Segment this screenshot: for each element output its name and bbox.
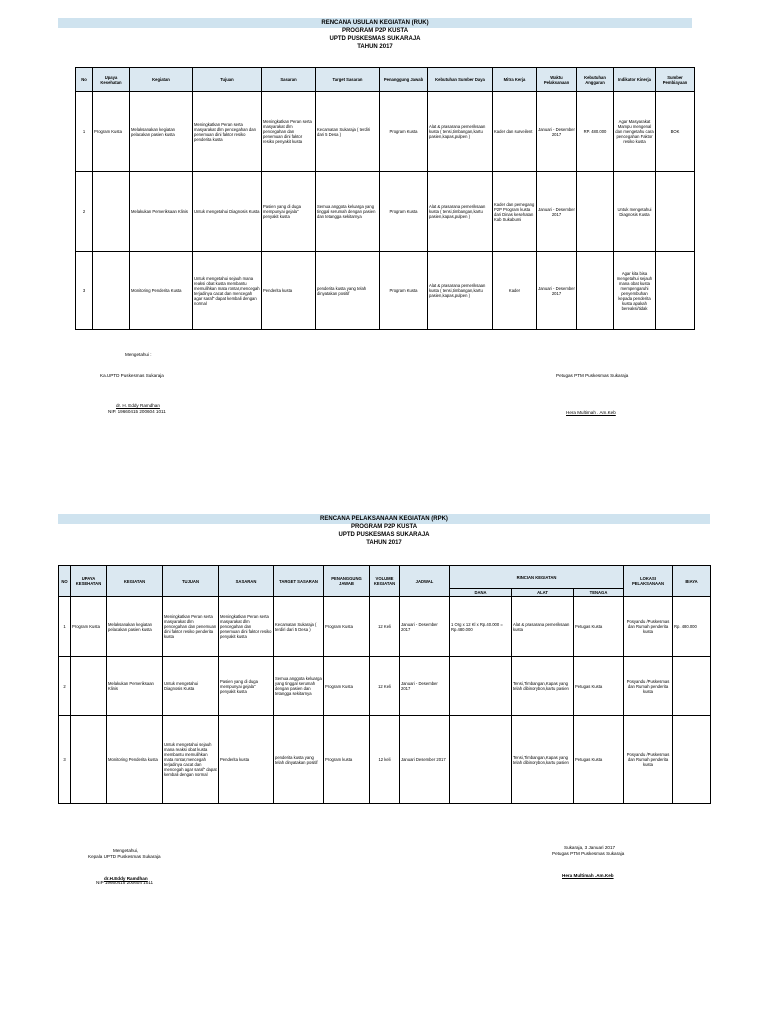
rpk-cell: Pasien yang di duga mempunyai gejala" penyakit kusta xyxy=(219,657,274,716)
rpk-sign-right-position: Petugas PTM Puskesmas Sukaraja xyxy=(552,851,625,856)
rpk-cell: Penderita kusta xyxy=(219,716,274,804)
ruk-cell: Meningkatkan Peran serta masyarakat dlm pencegahan dan penemuan dini faktor resiko penyakit kusta xyxy=(262,92,316,172)
ruk-cell: Program Kusta xyxy=(380,172,428,252)
ruk-cell xyxy=(656,252,695,330)
rpk-cell: Januari - Desember 2017 xyxy=(400,657,450,716)
ruk-sign-position: Ka.UPTD Puskesmas Sukaraja xyxy=(100,373,164,378)
rpk-cell: Tensi,Timbangan,Kapas yang telah dibinorybon,kartu pasien xyxy=(512,657,574,716)
ruk-sign-left xyxy=(100,352,280,415)
ruk-sign-name: dr. H. Eddy Ramdhan xyxy=(116,403,160,408)
rpk-cell: 3 xyxy=(59,716,71,804)
ruk-cell: Alat & prasarana pemeriksaan kusta ( tensi,timbangan,kartu pasien,kapas,pulpen ) xyxy=(428,172,493,252)
ruk-cell: Pasien yang di duga mempunyai gejala" penyakit kusta xyxy=(262,172,316,252)
ruk-cell: Agar kita bisa mengetahui sejauh mana obat kusta mempengaruhi penyembuhan kepada penderita kusta apakah bereaksi/tidak xyxy=(614,252,656,330)
rpk-header-cell: TUJUAN xyxy=(163,566,219,597)
rpk-title-line: PROGRAM P2P KUSTA xyxy=(350,524,418,530)
rpk-cell: 12 Keli xyxy=(370,657,400,716)
ruk-cell: Program Kusta xyxy=(93,92,130,172)
rpk-cell: Semua anggota keluarga yang tinggal serumah dengan pasien dan tetangga sekitarnya xyxy=(274,657,324,716)
ruk-title-line: TAHUN 2017 xyxy=(357,44,393,50)
rpk-cell: Kecamatan Sukaraja ( terdiri dari 5 Desa ) xyxy=(274,597,324,657)
ruk-cell: Program Kusta xyxy=(380,92,428,172)
rpk-header-cell: NO xyxy=(59,566,71,597)
rpk-sign-date: Sukaraja, 3 Januari 2017 xyxy=(564,845,616,850)
ruk-cell: Januari - Desember 2017 xyxy=(537,172,577,252)
ruk-cell: Melakukan Pemeriksaan Klinis xyxy=(130,172,193,252)
table-row xyxy=(59,657,711,716)
rpk-header-cell: TARGET SASARAN xyxy=(274,566,324,597)
ruk-cell xyxy=(656,172,695,252)
ruk-cell: Alat & prasarana pemeriksaan kusta ( tensi,timbangan,kartu pasien,kapas,pulpen ) xyxy=(428,252,493,330)
ruk-header-cell: Sumber Pembiayaan xyxy=(656,68,695,92)
rpk-cell: Tensi,Timbangan,Kapas yang telah dibinorybon,kartu pasien xyxy=(512,716,574,804)
ruk-cell: Kecamatan Sukaraja ( terdiri dari 5 Desa ) xyxy=(316,92,380,172)
rpk-header-cell: RINCIAN KEGIATAN xyxy=(450,566,624,589)
rpk-cell xyxy=(450,657,512,716)
ruk-header-cell: Kebutuhan Anggaran xyxy=(577,68,614,92)
rpk-header-cell: BIAYA xyxy=(673,566,711,597)
ruk-cell: BOK xyxy=(656,92,695,172)
rpk-table xyxy=(58,565,711,804)
ruk-cell xyxy=(577,172,614,252)
rpk-cell: Untuk mengetahui Diagnosis Kusta xyxy=(163,657,219,716)
rpk-cell: Melakukan Pemeriksaan Klinis xyxy=(107,657,163,716)
rpk-cell: Melaksanakan kegiatan pelacakan pasien kusta xyxy=(107,597,163,657)
ruk-cell xyxy=(93,252,130,330)
ruk-title-line: PROGRAM P2P KUSTA xyxy=(341,28,409,34)
ruk-cell: Januari - Desember 2017 xyxy=(537,252,577,330)
rpk-sign-right-name: Hera Multimah .Am.Keb xyxy=(562,873,614,878)
rpk-title-line: UPTD PUSKESMAS SUKARAJA xyxy=(338,532,430,538)
ruk-header-cell: Upaya Kesehatan xyxy=(93,68,130,92)
rpk-sign-position: Kepala UPTD Puskesmas Sukaraja xyxy=(88,854,161,859)
ruk-cell: Kader xyxy=(493,252,537,330)
ruk-cell: Kader dan pemegang P2P Program kusta dari Dinas kesehatan Kab Sukabumi xyxy=(493,172,537,252)
ruk-title-line: UPTD PUSKESMAS SUKARAJA xyxy=(329,36,421,42)
rpk-cell: 1 Org x 12 Kl x Rp.40.000 = Rp.480.000 xyxy=(450,597,512,657)
ruk-sign-right-name: Hera Multimah . Am.Keb xyxy=(566,410,616,415)
ruk-header-cell: No xyxy=(76,68,93,92)
ruk-cell: Agar Masyarakat Mampu mengenal dan mengetahu cara pencegahan Faktor resiko kusta xyxy=(614,92,656,172)
rpk-header-cell: KEGIATAN xyxy=(107,566,163,597)
table-row xyxy=(76,92,695,172)
rpk-cell: Meningkatkan Peran serta masyarakat dlm pencegahan dan penemuan dini faktor resiko penyakit kusta xyxy=(219,597,274,657)
ruk-header-cell: Kebutuhan Sumber Daya xyxy=(428,68,493,92)
ruk-cell: Untuk mengetahui Diagnosis Kusta xyxy=(193,172,262,252)
rpk-sign-name: dr.H.Eddy Ramdhan xyxy=(104,876,148,881)
rpk-cell: Petugas Kusta xyxy=(574,597,624,657)
ruk-cell: Program Kusta xyxy=(380,252,428,330)
ruk-cell: Meningkatkan Peran serta masyarakat dlm pencegahan dan penemuan dini faktor resiko penderita kusta xyxy=(193,92,262,172)
table-row xyxy=(76,172,695,252)
table-row xyxy=(59,597,711,657)
ruk-sign-right xyxy=(556,373,716,416)
ruk-sign-known: Mengetahui : xyxy=(125,352,152,357)
ruk-cell: Kader dan surveilent xyxy=(493,92,537,172)
ruk-header-cell: Waktu Pelaksanaan xyxy=(537,68,577,92)
ruk-header-cell: Indikator Kinerja xyxy=(614,68,656,92)
ruk-cell: RP. 480.000 xyxy=(577,92,614,172)
ruk-cell: Untuk mengetahui sejauh mana reaksi obat kusta membantu memulihkan mata rontar,mencegah terjadinya cacat dan mencegah agar saraf" dapat kembali dengan normal xyxy=(193,252,262,330)
ruk-cell: Penderita kusta xyxy=(262,252,316,330)
rpk-header-cell: UPAYA KESEHATAN xyxy=(71,566,107,597)
rpk-cell: 1 xyxy=(59,597,71,657)
rpk-cell: Posyandu /Puskesmas dan Rumah penderita kusta xyxy=(624,716,673,804)
ruk-title-line: RENCANA USULAN KEGIATAN (RUK) xyxy=(321,20,429,26)
rpk-cell: 12 keli xyxy=(370,716,400,804)
rpk-cell: Program Kusta xyxy=(324,597,370,657)
rpk-subheader-cell: DANA xyxy=(450,589,512,597)
rpk-sign-nip: NIP 19660415 200604 1011 xyxy=(96,880,154,885)
ruk-header-cell: Target Sasaran xyxy=(316,68,380,92)
rpk-title xyxy=(58,515,710,547)
ruk-header-cell: Sasaran xyxy=(262,68,316,92)
ruk-sign-right-position: Petugas PTM Puskesmas Sukaraja xyxy=(556,373,629,378)
ruk-cell xyxy=(93,172,130,252)
ruk-sign-nip: NIP. 19660415 200604 1011 xyxy=(108,409,166,414)
rpk-subheader-cell: TENAGA xyxy=(574,589,624,597)
rpk-cell: Meningkatkan Peran serta masyarakat dlm pencegahan dan penemuan dini faktor resiko penderita kusta xyxy=(163,597,219,657)
rpk-cell xyxy=(71,657,107,716)
ruk-cell: 1 xyxy=(76,92,93,172)
table-row xyxy=(59,716,711,804)
rpk-title-line: RENCANA PELAKSANAAN KEGIATAN (RPK) xyxy=(320,516,448,522)
rpk-header-cell: LOKASI PELAKSANAAN xyxy=(624,566,673,597)
rpk-cell: Posyandu /Puskesmas dan Rumah penderita kusta xyxy=(624,597,673,657)
rpk-cell: Untuk mengetahui sejauh mana reaksi obat kusta membantu memulihkan mata rontar,mencegah terjadinya cacat dan mencegah agar saraf" dapat kembali dengan normal xyxy=(163,716,219,804)
ruk-header-cell: Mitra Kerja xyxy=(493,68,537,92)
rpk-cell xyxy=(673,657,711,716)
ruk-header-cell: Kegiatan xyxy=(130,68,193,92)
rpk-cell: Petugas Kusta xyxy=(574,716,624,804)
rpk-header-cell: VOLUME KEGIATAN xyxy=(370,566,400,597)
rpk-cell: Januari - Desember 2017 xyxy=(400,597,450,657)
rpk-cell: Monitoring Penderita kusta xyxy=(107,716,163,804)
rpk-cell: Januari Desember 2017 xyxy=(400,716,450,804)
rpk-cell: Program Kusta xyxy=(324,657,370,716)
rpk-header-cell: PENANGGUNG JAWAB xyxy=(324,566,370,597)
ruk-header-cell: Tujuan xyxy=(193,68,262,92)
rpk-cell: Alat & prasarana pemeriksaan kusta xyxy=(512,597,574,657)
ruk-header-cell: Penanggung Jawab xyxy=(380,68,428,92)
rpk-cell: Rp. 480.000 xyxy=(673,597,711,657)
rpk-header-cell: JADWAL xyxy=(400,566,450,597)
rpk-sign-right xyxy=(552,845,722,879)
rpk-cell xyxy=(71,716,107,804)
ruk-cell: 3 xyxy=(76,252,93,330)
table-row xyxy=(76,252,695,330)
rpk-cell: Petugas Kusta xyxy=(574,657,624,716)
ruk-title xyxy=(58,19,692,51)
ruk-table xyxy=(75,67,695,330)
rpk-cell: Program kusta xyxy=(324,716,370,804)
rpk-cell: 12 Keli xyxy=(370,597,400,657)
rpk-cell xyxy=(673,716,711,804)
rpk-cell: 2 xyxy=(59,657,71,716)
ruk-cell: Januari - Desember 2017 xyxy=(537,92,577,172)
rpk-sign-known: Mengetahui, xyxy=(113,848,139,853)
rpk-cell: Posyandu /Puskesmas dan Rumah penderita kusta xyxy=(624,657,673,716)
ruk-cell: Monitoring Penderita Kusta xyxy=(130,252,193,330)
ruk-cell: Semua anggota keluarga yang tinggal serumah dengan pasien dan tetangga sekitarnya xyxy=(316,172,380,252)
ruk-cell: Alat & prasarana pemeriksaan kusta ( tensi,timbangan,kartu pasien,kapas,pulpen ) xyxy=(428,92,493,172)
rpk-title-line: TAHUN 2017 xyxy=(366,540,402,546)
rpk-cell: penderita kusta yang telah dinyatakan positif xyxy=(274,716,324,804)
rpk-header-cell: SASARAN xyxy=(219,566,274,597)
ruk-cell: Untuk mengetahui Diagnosis Kusta xyxy=(614,172,656,252)
ruk-cell: 2 xyxy=(76,172,93,252)
rpk-cell: Program Kusta xyxy=(71,597,107,657)
rpk-subheader-cell: ALAT xyxy=(512,589,574,597)
ruk-cell xyxy=(577,252,614,330)
ruk-cell: penderita kusta yang telah dinyatakan positif xyxy=(316,252,380,330)
rpk-sign-left xyxy=(88,848,268,886)
rpk-cell xyxy=(450,716,512,804)
ruk-cell: Melaksanakan kegiatan pelacakan pasien kusta xyxy=(130,92,193,172)
